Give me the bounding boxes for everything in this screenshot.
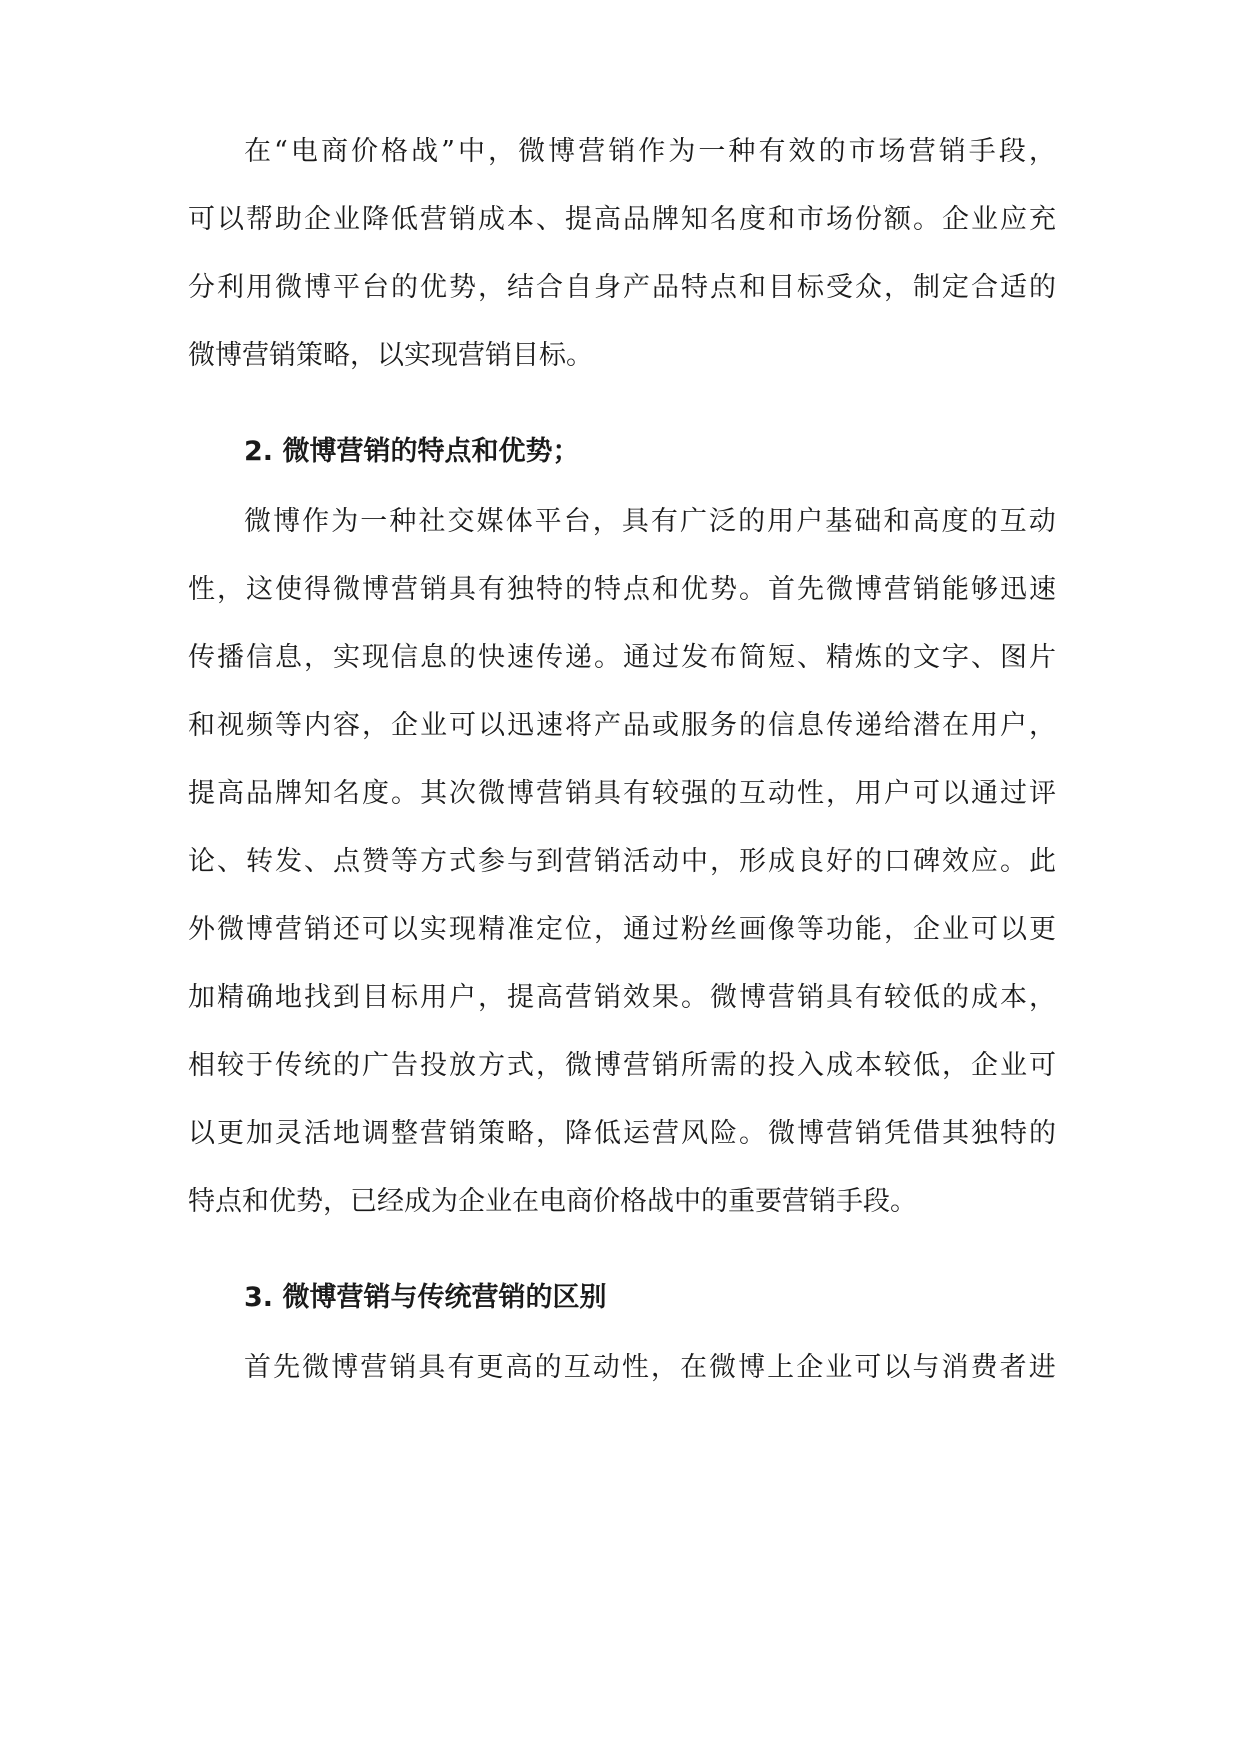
- section-heading-3: 3. 微博营销与传统营销的区别: [244, 1282, 607, 1313]
- paragraph-1-line-4: 微博营销策略，以实现营销目标。: [188, 340, 593, 371]
- paragraph-2-line-7: 外 微 博 营 销 还 可 以 实 现 精 准 定 位 ， 通 过 粉 丝 画 像 等 功 能 ， 企 业 可 以 更: [188, 914, 1056, 945]
- paragraph-1-line-2: 可 以 帮 助 企 业 降 低 营 销 成 本 、 提 高 品 牌 知 名 度 和 市 场 份 额 。 企 业 应 充: [188, 204, 1056, 235]
- paragraph-2-line-10: 以 更 加 灵 活 地 调 整 营 销 策 略 ， 降 低 运 营 风 险 。 微 博 营 销 凭 借 其 独 特 的: [188, 1118, 1056, 1149]
- paragraph-2-line-11: 特点和优势，已经成为企业在电商价格战中的重要营销手段。: [188, 1186, 917, 1217]
- paragraph-2-line-8: 加 精 确 地 找 到 目 标 用 户 ， 提 高 营 销 效 果 。 微 博 营 销 具 有 较 低 的 成 本 ，: [188, 982, 1056, 1013]
- paragraph-2-line-9: 相 较 于 传 统 的 广 告 投 放 方 式 ， 微 博 营 销 所 需 的 投 入 成 本 较 低 ， 企 业 可: [188, 1050, 1056, 1081]
- paragraph-2-line-6: 论 、 转 发 、 点 赞 等 方 式 参 与 到 营 销 活 动 中 ， 形 成 良 好 的 口 碑 效 应 。 此: [188, 846, 1056, 877]
- paragraph-2-line-2: 性 ， 这 使 得 微 博 营 销 具 有 独 特 的 特 点 和 优 势 。 首 先 微 博 营 销 能 够 迅 速: [188, 574, 1056, 605]
- section-heading-2: 2. 微博营销的特点和优势；: [244, 436, 580, 467]
- paragraph-2-line-5: 提 高 品 牌 知 名 度 。 其 次 微 博 营 销 具 有 较 强 的 互 动 性 ， 用 户 可 以 通 过 评: [188, 778, 1056, 809]
- paragraph-1-line-1: 在 “ 电 商 价 格 战 ” 中 ， 微 博 营 销 作 为 一 种 有 效 的 市 场 营 销 手 段 ，: [244, 136, 1056, 167]
- paragraph-1-line-3: 分 利 用 微 博 平 台 的 优 势 ， 结 合 自 身 产 品 特 点 和 目 标 受 众 ， 制 定 合 适 的: [188, 272, 1056, 303]
- paragraph-2-line-4: 和 视 频 等 内 容 ， 企 业 可 以 迅 速 将 产 品 或 服 务 的 信 息 传 递 给 潜 在 用 户 ，: [188, 710, 1056, 741]
- paragraph-2-line-3: 传 播 信 息 ， 实 现 信 息 的 快 速 传 递 。 通 过 发 布 简 短 、 精 炼 的 文 字 、 图 片: [188, 642, 1056, 673]
- paragraph-3-line-1: 首 先 微 博 营 销 具 有 更 高 的 互 动 性 ， 在 微 博 上 企 业 可 以 与 消 费 者 进: [244, 1352, 1056, 1383]
- paragraph-2-line-1: 微 博 作 为 一 种 社 交 媒 体 平 台 ， 具 有 广 泛 的 用 户 基 础 和 高 度 的 互 动: [244, 506, 1056, 537]
